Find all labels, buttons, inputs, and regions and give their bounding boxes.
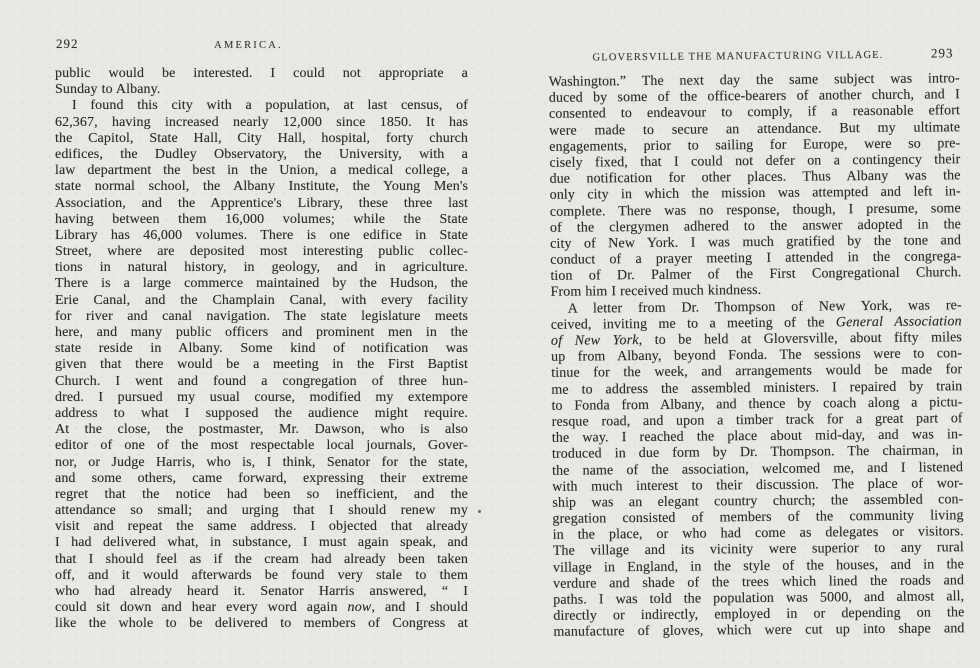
text-line: Washington.” The next day the same subject was intro-	[548, 71, 960, 90]
right-page-header	[548, 45, 959, 63]
text-line: 62,367, having increased nearly 12,000 since 1850. It has	[55, 114, 468, 130]
text-line: were made to secure an attendance. But my ultimate	[549, 119, 961, 139]
text-line: law department the best in the Union, a medical college, a	[55, 163, 468, 179]
right-page	[548, 45, 964, 641]
text-line: From him I received much kindness.	[550, 283, 762, 301]
text-line: that I should feel as if the cream had already been taken	[55, 551, 468, 567]
text-line: I had delivered what, in substance, I must again speak, and	[55, 535, 468, 551]
left-page-number: 292	[56, 36, 79, 51]
text-line: paths. I was told the population was 5000, and almost all,	[553, 589, 965, 608]
text-line: nor, or Judge Harris, who is, I think, Senator for the state,	[55, 454, 468, 470]
right-page-number: 293	[930, 45, 954, 61]
text-line: editor of one of the most respectable local journals, Gover-	[55, 438, 468, 454]
text-line: edifices, the Dudley Observatory, the University, with a	[55, 146, 468, 162]
text-line: Association, and the Apprentice's Library, these three last	[55, 195, 468, 211]
text-line: Street, where are deposited most interesting public collec-	[55, 244, 468, 260]
text-line: resque road, and upon a timber track for a great part of	[551, 411, 963, 430]
text-line: city of New York. I was much gratified by the tone and	[550, 233, 962, 252]
text-line: verdure and shade of the trees which lined the roads and	[553, 573, 965, 592]
text-line: Church. I went and found a congregation of three hun-	[55, 373, 468, 389]
text-line: troduced in due form by Dr. Thompson. The chairman, in	[551, 443, 964, 463]
text-line: Sunday to Albany.	[55, 82, 161, 98]
text-line: me to address the assembled ministers. I repaired by train	[551, 378, 963, 398]
text-line: who had already heard it. Senator Harris answered, “ I	[55, 584, 468, 599]
text-line: of the clergymen adhered to the answer adopted in the	[549, 216, 962, 236]
text-line: village in England, in the style of the houses, and in the	[552, 556, 965, 576]
text-line: directly or indirectly, employed in or depending on the	[553, 605, 965, 624]
text-line: attendance so small; and urging that I should renew my	[55, 503, 468, 519]
text-line: state reside in Albany. Some kind of notification was	[55, 341, 468, 357]
text-line: A letter from Dr. Thompson of New York, was re-	[567, 297, 962, 317]
text-line: regret that the notice had been so inefficient, and the	[55, 486, 468, 502]
text-line: here, and many public officers and prominent men in the	[55, 325, 468, 340]
text-line: engagements, prior to sailing for Europe, were so pre-	[549, 135, 961, 155]
left-page-header	[55, 36, 468, 50]
text-line: ceived, inviting me to a meeting of the General Association	[550, 314, 962, 333]
text-line: with much interest to their discussion. The place of wor-	[552, 475, 964, 495]
text-line: tions in natural history, in geology, and in agriculture.	[55, 260, 468, 276]
text-line: in the place, or who had come as delegates or visitors.	[552, 524, 964, 544]
text-line: ship was an elegant country church; the assembled con-	[552, 492, 964, 511]
text-line: the name of the association, welcomed me, and I listened	[552, 459, 964, 479]
text-line: cisely fixed, that I could not defer on a contingency their	[549, 152, 961, 171]
text-line: I found this city with a population, at last census, of	[72, 98, 468, 114]
text-line: tinue for the week, and arrangements would be made for	[551, 362, 963, 382]
text-line: up from Albany, beyond Fonda. The sessions were to con-	[551, 346, 963, 365]
right-running-head: GLOVERSVILLE THE MANUFACTURING VILLAGE.	[592, 49, 884, 64]
left-page	[55, 36, 468, 633]
text-line: dred. I pursued my usual course, modified my extempore	[55, 389, 468, 405]
left-running-head: AMERICA.	[214, 40, 283, 51]
text-line: the Capitol, State Hall, City Hall, hospital, forty church	[55, 130, 468, 146]
text-line: like the whole to be delivered to members of Congress at	[55, 616, 468, 632]
page-body	[55, 66, 468, 633]
text-line: duced by some of the office-bearers of another church, and I	[548, 87, 960, 106]
text-line: state normal school, the Albany Institute, the Young Men's	[55, 179, 468, 195]
text-line: Erie Canal, and the Champlain Canal, with every facility	[55, 292, 468, 308]
text-line: manufacture of gloves, which were cut up into shape and	[553, 621, 965, 641]
text-line: public would be interested. I could not appropriate a	[55, 66, 468, 81]
text-line: given that there would be a meeting in the First Baptist	[55, 357, 468, 373]
text-line: for river and canal navigation. The state legislature meets	[55, 308, 468, 324]
text-line: There is a large commerce maintained by the Hudson, the	[55, 276, 468, 292]
text-line: could sit down and hear every word again now, and I should	[55, 600, 468, 616]
text-line: and some others, came forward, expressing their extreme	[55, 470, 468, 486]
text-line: Library has 46,000 volumes. There is one edifice in State	[55, 227, 468, 243]
text-line: conduct of a prayer meeting I attended in the congrega-	[550, 249, 962, 268]
page-body	[549, 71, 965, 641]
text-line: having between them 16,000 volumes; while the State	[55, 211, 468, 227]
ink-speck	[478, 510, 481, 513]
text-line: visit and repeat the same address. I objected that already	[55, 519, 468, 535]
text-line: consented to endeavour to comply, if a reasonable effort	[548, 103, 961, 123]
text-line: off, and it would afterwards be found very stale to them	[55, 567, 468, 583]
text-line: At the close, the postmaster, Mr. Dawson, who is also	[55, 422, 468, 438]
text-line: the way. I reached the place about mid-day, and was in-	[551, 427, 963, 446]
text-line: to Fonda from Albany, and thence by coach along a pictu-	[551, 394, 963, 414]
text-line: only city in which the mission was attempted and left in-	[549, 184, 961, 204]
text-line: gregation consisted of members of the community living	[552, 508, 964, 527]
text-line: due notification for other places. Thus Albany was the	[549, 168, 961, 187]
text-line: The village and its vicinity were superior to any rural	[552, 540, 964, 560]
text-line: tion of Dr. Palmer of the First Congregational Church.	[550, 265, 962, 285]
text-line: complete. There was no response, though, I presume, some	[549, 200, 961, 220]
text-line: of New York, to be held at Gloversville, about fifty miles	[550, 330, 963, 349]
text-line: address to what I supposed the audience might require.	[55, 405, 468, 421]
